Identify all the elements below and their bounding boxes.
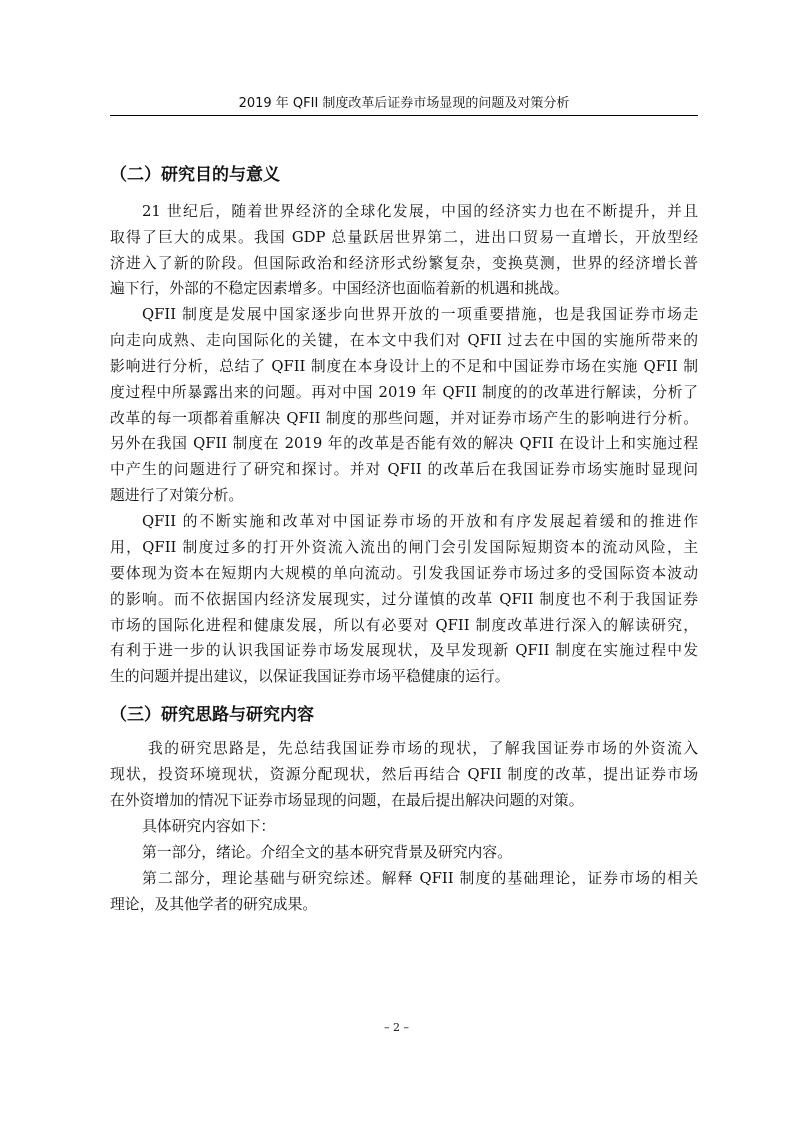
page-number: – 2 – — [384, 1021, 409, 1034]
paragraph-line: 第二部分，理论基础与研究综述。解释 QFII 制度的基础理论，证券市场的相关 — [142, 870, 698, 887]
paragraph-line: 有利于进一步的认识我国证券市场发展现状，及早发现新 QFII 制度在实施过程中发 — [110, 642, 698, 659]
paragraph-line: 用，QFII 制度过多的打开外资流入流出的闸门会引发国际短期资本的流动风险，主 — [110, 539, 698, 556]
paragraph-line: 遍下行，外部的不稳定因素增多。中国经济也面临着新的机遇和挑战。 — [110, 280, 569, 297]
paragraph-line: 要体现为资本在短期内大规模的单向流动。引发我国证券市场过多的受国际资本波动 — [110, 565, 698, 582]
paragraph-line: 我的研究思路是，先总结我国证券市场的现状，了解我国证券市场的外资流入 — [148, 740, 698, 757]
paragraph-line: QFII 的不断实施和改革对中国证券市场的开放和有序发展起着缓和的推进作 — [142, 513, 698, 530]
paragraph-line: 济进入了新的阶段。但国际政治和经济形式纷繁复杂，变换莫测，世界的经济增长普 — [110, 255, 698, 272]
paragraph-line: 生的问题并提出建议，以保证我国证券市场平稳健康的运行。 — [110, 668, 510, 685]
paragraph-line: 在外资增加的情况下证券市场显现的问题，在最后提出解决问题的对策。 — [110, 792, 584, 809]
paragraph-line: 具体研究内容如下： — [142, 818, 276, 835]
paragraph-line: 市场的国际化进程和健康发展，所以有必要对 QFII 制度改革进行深入的解读研究， — [110, 617, 698, 634]
paragraph-line: 另外在我国 QFII 制度在 2019 年的改革是否能有效的解决 QFII 在设计上和实施过程 — [110, 435, 698, 452]
paragraph-line: 中产生的问题进行了研究和探讨。并对 QFII 的改革后在我国证券市场实施时显现问 — [110, 461, 698, 478]
paragraph-line: 理论，及其他学者的研究成果。 — [110, 896, 318, 913]
paragraph-line: 现状，投资环境现状，资源分配现状，然后再结合 QFII 制度的改革，提出证券市场 — [110, 766, 698, 783]
paragraph-line: QFII 制度是发展中国家逐步向世界开放的一项重要措施，也是我国证券市场走 — [142, 306, 698, 323]
paragraph-line: 取得了巨大的成果。我国 GDP 总量跃居世界第二，进出口贸易一直增长，开放型经 — [110, 229, 698, 246]
paragraph-line: 影响进行分析，总结了 QFII 制度在本身设计上的不足和中国证券市场在实施 QFII 制 — [110, 358, 698, 375]
paragraph-line: 第一部分，绪论。介绍全文的基本研究背景及研究内容。 — [142, 844, 512, 861]
paragraph-line: 度过程中所暴露出来的问题。再对中国 2019 年 QFII 制度的的改革进行解读，分析了 — [110, 384, 698, 401]
section-heading-research-purpose: （二）研究目的与意义 — [110, 165, 280, 185]
paragraph-line: 题进行了对策分析。 — [110, 487, 244, 504]
paragraph-line: 的影响。而不依据国内经济发展现实，过分谨慎的改革 QFII 制度也不利于我国证券 — [110, 591, 698, 608]
section-heading-research-approach: （三）研究思路与研究内容 — [110, 705, 314, 725]
paragraph-line: 21 世纪后，随着世界经济的全球化发展，中国的经济实力也在不断提升，并且 — [142, 203, 698, 220]
paragraph-line: 向走向成熟、走向国际化的关键，在本文中我们对 QFII 过去在中国的实施所带来的 — [110, 332, 698, 349]
header-rule — [110, 115, 698, 116]
running-header: 2019 年 QFII 制度改革后证券市场显现的问题及对策分析 — [238, 96, 570, 111]
paragraph-line: 改革的每一项都着重解决 QFII 制度的那些问题，并对证券市场产生的影响进行分析。 — [110, 410, 698, 427]
